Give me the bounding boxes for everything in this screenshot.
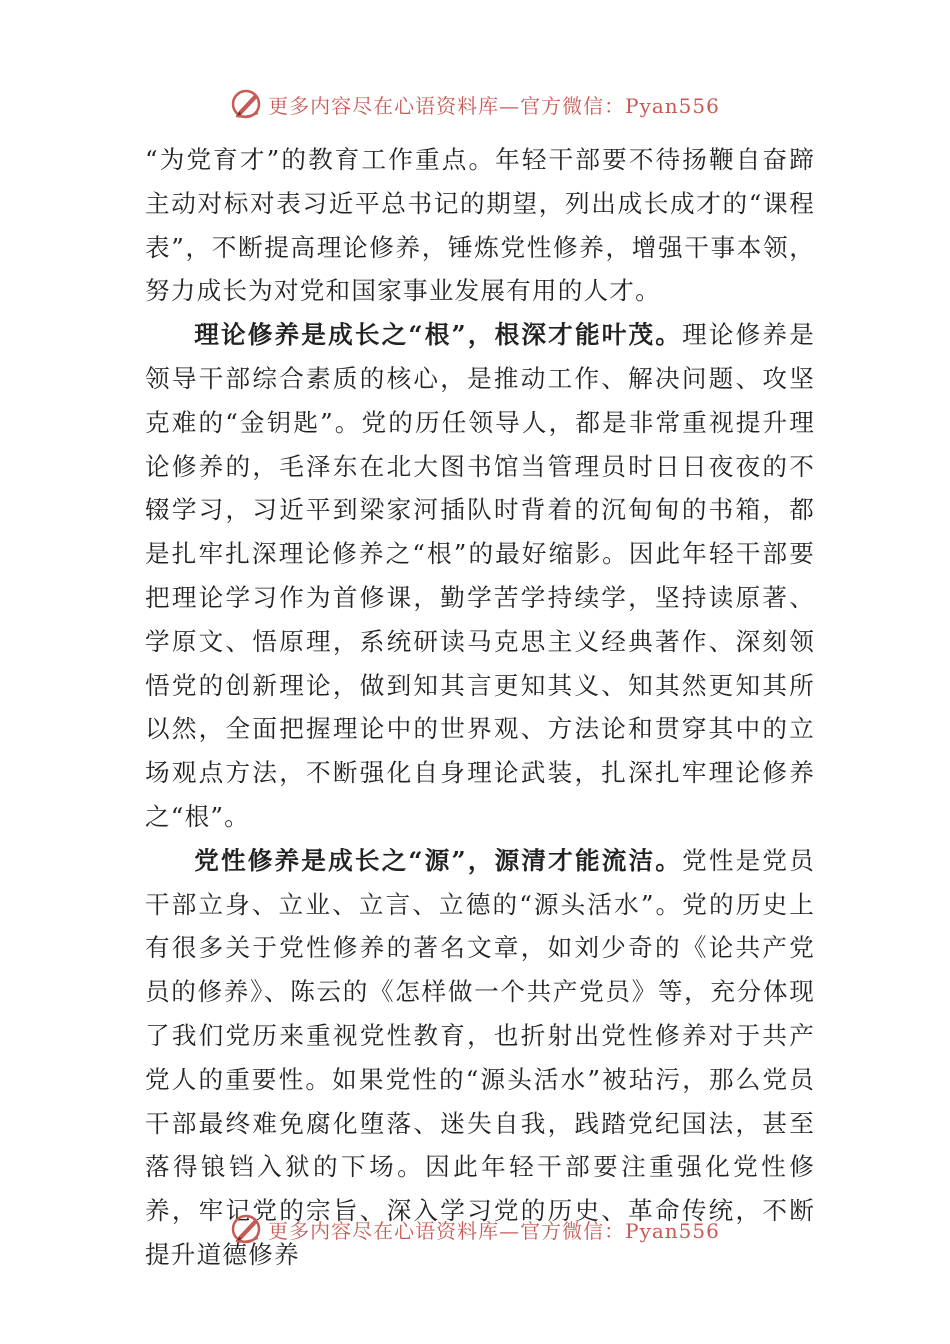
header-banner-text: 更多内容尽在心语资料库—官方微信：Pyan556: [268, 93, 720, 118]
paragraph-2: [145, 313, 815, 839]
header-banner: [0, 86, 950, 122]
footer-banner: [0, 1211, 950, 1247]
paragraph-3-heading: 党性修养是成长之“源”，源清才能流洁。: [194, 845, 683, 875]
paragraph-3-text: 党性是党员干部立身、立业、立言、立德的“源头活水”。党的历史上有很多关于党性修养的著名文章，如刘少奇的《论共产党员的修养》、陈云的《怎样做一个共产党员》等，充分体现了我们党历来重视党性教育，也折射出党性修养对于共产党人的重要性。如果党性的“源头活水”被玷污，那么党员干部最终难免腐化堕落、迷失自我，践踏党纪国法，甚至落得锒铛入狱的下场。因此年轻干部要注重强化党性修养，牢记党的宗旨、深入学习党的历史、革命传统，不断提升道德修养: [145, 845, 815, 1269]
paragraph-2-heading: 理论修养是成长之“根”，根深才能叶茂。: [194, 320, 683, 350]
pen-logo-icon: [230, 87, 264, 121]
paragraph-1: “为党育才”的教育工作重点。年轻干部要不待扬鞭自奋蹄主动对标对表习近平总书记的期望，列出成长成才的“课程表”，不断提高理论修养，锤炼党性修养，增强干事本领，努力成长为对党和国家事业发展有用的人才。: [145, 145, 815, 306]
pen-logo-icon: [230, 1212, 264, 1246]
footer-banner-text: 更多内容尽在心语资料库—官方微信：Pyan556: [268, 1218, 720, 1243]
document-body: [145, 138, 815, 1277]
paragraph-2-text: 理论修养是领导干部综合素质的核心，是推动工作、解决问题、攻坚克难的“金钥匙”。党的历任领导人，都是非常重视提升理论修养的，毛泽东在北大图书馆当管理员时日日夜夜的不辍学习，习近平到梁家河插队时背着的沉甸甸的书箱，都是扎牢扎深理论修养之“根”的最好缩影。因此年轻干部要把理论学习作为首修课，勤学苦学持续学，坚持读原著、学原文、悟原理，系统研读马克思主义经典著作、深刻领悟党的创新理论，做到知其言更知其义、知其然更知其所以然，全面把握理论中的世界观、方法论和贯穿其中的立场观点方法，不断强化自身理论武装，扎深扎牢理论修养之“根”。: [145, 320, 815, 831]
